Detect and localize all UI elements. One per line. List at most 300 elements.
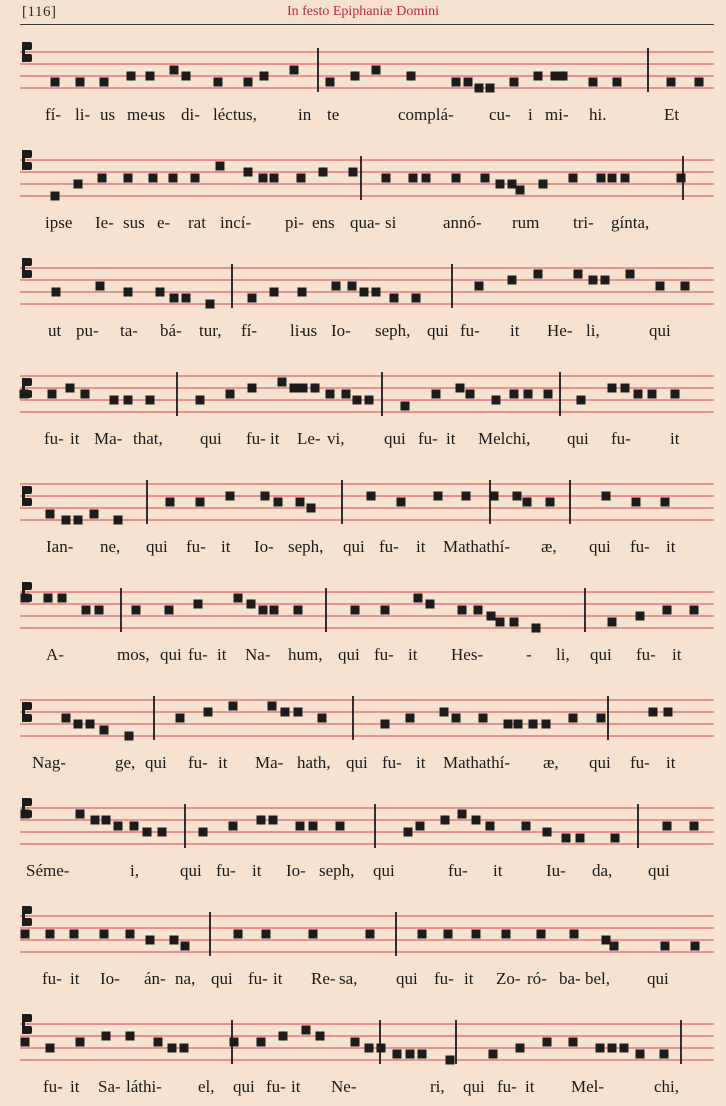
lyric-syllable: el,: [198, 1077, 215, 1096]
neume: [537, 930, 546, 939]
neume: [577, 396, 586, 405]
neume: [474, 606, 483, 615]
lyric-syllable: da,: [592, 861, 613, 880]
neume: [307, 504, 316, 513]
neume: [542, 720, 551, 729]
lyric-syllable: fu-: [374, 645, 394, 664]
neume: [621, 384, 630, 393]
neume: [502, 930, 511, 939]
neume: [636, 1050, 645, 1059]
neume: [86, 720, 95, 729]
neume: [229, 822, 238, 831]
lyrics-line: [0, 321, 726, 347]
lyric-syllable: qui: [160, 645, 182, 664]
lyric-syllable: me-: [127, 105, 154, 124]
lyric-syllable: Hes-: [451, 645, 484, 664]
neume: [349, 168, 358, 177]
lyric-syllable: Ne-: [331, 1077, 357, 1096]
neume: [21, 810, 30, 819]
lyric-syllable: qui: [589, 537, 611, 556]
neume: [382, 174, 391, 183]
neume: [360, 288, 369, 297]
neume: [434, 492, 443, 501]
neume: [602, 936, 611, 945]
neume: [279, 1032, 288, 1041]
neume: [257, 1038, 266, 1047]
lyric-syllable: fu-: [44, 429, 64, 448]
lyric-syllable: fu-: [186, 537, 206, 556]
neume: [51, 192, 60, 201]
lyric-syllable: sa,: [339, 969, 358, 988]
neume: [81, 390, 90, 399]
lyric-syllable: i: [528, 105, 533, 124]
neume: [110, 396, 119, 405]
neume: [611, 834, 620, 843]
lyric-syllable: fu-: [434, 969, 454, 988]
lyric-syllable: complá-: [398, 105, 454, 124]
lyric-syllable: qui: [146, 537, 168, 556]
lyric-syllable: mos,: [117, 645, 150, 664]
lyric-syllable: léctus,: [213, 105, 257, 124]
neume: [569, 1038, 578, 1047]
neume: [58, 594, 67, 603]
neume: [472, 816, 481, 825]
lyrics-line: [0, 969, 726, 995]
lyric-syllable: ta-: [120, 321, 138, 340]
lyric-syllable: fí-: [241, 321, 258, 340]
lyric-syllable: in: [298, 105, 312, 124]
page-number: [116]: [22, 4, 57, 20]
neume: [326, 78, 335, 87]
chant-system: [0, 354, 726, 458]
lyric-syllable: án-: [144, 969, 166, 988]
neume: [146, 72, 155, 81]
neume: [270, 174, 279, 183]
neume: [351, 1038, 360, 1047]
lyric-syllable: it: [493, 861, 503, 880]
neume: [90, 510, 99, 519]
lyric-syllable: chi,: [654, 1077, 680, 1096]
lyric-syllable: gínta,: [611, 213, 650, 232]
neume: [302, 1026, 311, 1035]
neume: [671, 390, 680, 399]
lyric-syllable: Nag-: [32, 753, 66, 772]
neume: [508, 180, 517, 189]
lyric-syllable: it: [525, 1077, 535, 1096]
neume: [44, 594, 53, 603]
neume: [522, 822, 531, 831]
lyric-syllable: si: [385, 213, 397, 232]
neume: [176, 714, 185, 723]
neume: [234, 594, 243, 603]
neume: [351, 72, 360, 81]
neume: [406, 1050, 415, 1059]
lyric-syllable: ri,: [430, 1077, 445, 1096]
lyric-syllable: láthi-: [126, 1077, 162, 1096]
lyric-syllable: Mel-: [571, 1077, 605, 1096]
lyric-syllable: tur,: [199, 321, 222, 340]
neume: [262, 930, 271, 939]
lyric-syllable: li,: [556, 645, 570, 664]
lyric-syllable: qui: [373, 861, 395, 880]
neume: [452, 714, 461, 723]
lyric-syllable: fu-: [216, 861, 236, 880]
neume: [102, 1032, 111, 1041]
neume: [551, 72, 560, 81]
lyric-syllable: it: [70, 969, 80, 988]
chant-system: [0, 678, 726, 782]
neume: [270, 288, 279, 297]
neume: [475, 282, 484, 291]
neume: [48, 390, 57, 399]
neume: [294, 708, 303, 717]
neume: [663, 822, 672, 831]
lyric-syllable: di-: [181, 105, 200, 124]
lyric-syllable: e-: [157, 213, 171, 232]
lyric-syllable: Séme-: [26, 861, 70, 880]
neume: [194, 600, 203, 609]
neume: [290, 384, 299, 393]
neume: [248, 384, 257, 393]
neume: [372, 288, 381, 297]
neume: [532, 624, 541, 633]
lyric-syllable: qui: [338, 645, 360, 664]
chant-staff: [0, 786, 726, 864]
neume: [46, 930, 55, 939]
neume: [100, 78, 109, 87]
lyric-syllable: it: [416, 537, 426, 556]
neume: [589, 276, 598, 285]
chant-staff: [0, 894, 726, 972]
neume: [661, 942, 670, 951]
lyric-syllable: qui: [343, 537, 365, 556]
neume: [342, 390, 351, 399]
lyric-syllable: fu-: [188, 753, 208, 772]
neume: [76, 78, 85, 87]
chant-system: [0, 1002, 726, 1106]
neume: [510, 618, 519, 627]
lyric-syllable: it: [672, 645, 682, 664]
neume: [656, 282, 665, 291]
neume: [114, 822, 123, 831]
lyric-syllable: Io-: [100, 969, 120, 988]
lyric-syllable: qua-: [350, 213, 381, 232]
chant-staff: [0, 462, 726, 540]
neume: [534, 72, 543, 81]
lyric-syllable: qui: [384, 429, 406, 448]
neume: [516, 186, 525, 195]
lyric-syllable: it: [666, 537, 676, 556]
lyric-syllable: fu-: [248, 969, 268, 988]
neume: [472, 930, 481, 939]
neume: [677, 174, 686, 183]
neume: [318, 714, 327, 723]
lyric-syllable: Io-: [331, 321, 351, 340]
lyric-syllable: Et: [664, 105, 680, 124]
lyric-syllable: it: [217, 645, 227, 664]
lyric-syllable: tri-: [573, 213, 594, 232]
lyric-syllable: Io-: [254, 537, 274, 556]
lyric-syllable: Mathathí-: [443, 537, 511, 556]
neume: [132, 606, 141, 615]
neume: [569, 714, 578, 723]
neume: [297, 174, 306, 183]
lyric-syllable: it: [221, 537, 231, 556]
neume: [649, 708, 658, 717]
neume: [496, 180, 505, 189]
neume: [91, 816, 100, 825]
neume: [204, 708, 213, 717]
neume: [608, 618, 617, 627]
lyric-syllable: Na-: [245, 645, 271, 664]
neume: [621, 174, 630, 183]
lyric-syllable: ne,: [100, 537, 121, 556]
neume: [309, 822, 318, 831]
neume: [76, 810, 85, 819]
neume: [126, 930, 135, 939]
neume: [452, 174, 461, 183]
neume: [416, 822, 425, 831]
lyric-syllable: li-: [290, 321, 306, 340]
neume: [230, 1038, 239, 1047]
lyric-syllable: it: [446, 429, 456, 448]
neume: [523, 498, 532, 507]
lyric-syllable: vi,: [327, 429, 345, 448]
lyric-syllable: li,: [586, 321, 600, 340]
neume: [508, 276, 517, 285]
lyric-syllable: seph,: [375, 321, 411, 340]
chant-system: [0, 30, 726, 134]
neume: [510, 390, 519, 399]
lyric-syllable: it: [273, 969, 283, 988]
lyric-syllable: Mathathí-: [443, 753, 511, 772]
neume: [401, 402, 410, 411]
neume: [290, 66, 299, 75]
neume: [504, 720, 513, 729]
chant-staff: [0, 678, 726, 756]
neume: [681, 282, 690, 291]
neume: [620, 1044, 629, 1053]
chant-staff: [0, 570, 726, 648]
neume: [543, 828, 552, 837]
lyric-syllable: it: [270, 429, 280, 448]
neume: [170, 66, 179, 75]
lyric-syllable: fu-: [418, 429, 438, 448]
lyric-syllable: fu-: [188, 645, 208, 664]
lyric-syllable: qui: [396, 969, 418, 988]
neume: [95, 606, 104, 615]
neume: [458, 606, 467, 615]
neume: [268, 702, 277, 711]
neume: [70, 930, 79, 939]
lyric-syllable: sus: [123, 213, 145, 232]
lyric-syllable: hath,: [297, 753, 331, 772]
neume: [636, 612, 645, 621]
lyric-syllable: qui: [200, 429, 222, 448]
neume: [298, 288, 307, 297]
neume: [270, 606, 279, 615]
chant-system: [0, 462, 726, 566]
lyric-syllable: it: [70, 429, 80, 448]
neume: [96, 282, 105, 291]
lyric-syllable: it: [218, 753, 228, 772]
neume: [372, 66, 381, 75]
neume: [377, 1044, 386, 1053]
neume: [534, 270, 543, 279]
neume: [432, 390, 441, 399]
neume: [390, 294, 399, 303]
lyric-syllable: qui: [649, 321, 671, 340]
neume: [124, 288, 133, 297]
neume: [166, 498, 175, 507]
lyric-syllable: Ma-: [255, 753, 284, 772]
neume: [596, 1044, 605, 1053]
neume: [406, 714, 415, 723]
lyric-syllable: -: [526, 645, 532, 664]
chant-system: [0, 246, 726, 350]
neume: [206, 300, 215, 309]
page-header: [0, 0, 726, 24]
neume: [664, 708, 673, 717]
neume: [196, 396, 205, 405]
neume: [562, 834, 571, 843]
neume: [514, 720, 523, 729]
neume: [165, 606, 174, 615]
neume: [381, 606, 390, 615]
neume: [100, 930, 109, 939]
neume: [608, 1044, 617, 1053]
lyric-syllable: ens: [312, 213, 335, 232]
neume: [311, 384, 320, 393]
neume: [393, 1050, 402, 1059]
neume: [214, 78, 223, 87]
lyric-syllable: incí-: [220, 213, 252, 232]
lyric-syllable: He-: [547, 321, 573, 340]
neume: [634, 390, 643, 399]
lyric-syllable: us: [302, 321, 318, 340]
neume: [366, 930, 375, 939]
lyric-syllable: fu-: [448, 861, 468, 880]
neume: [66, 384, 75, 393]
neume: [51, 78, 60, 87]
lyric-syllable: it: [291, 1077, 301, 1096]
neume: [626, 270, 635, 279]
neume: [146, 396, 155, 405]
neume: [62, 714, 71, 723]
lyric-syllable: fu-: [43, 1077, 63, 1096]
lyric-syllable: Le-: [297, 429, 321, 448]
lyrics-line: [0, 537, 726, 563]
neume: [570, 930, 579, 939]
lyric-syllable: na,: [175, 969, 196, 988]
neume: [456, 384, 465, 393]
neume: [146, 936, 155, 945]
lyric-syllable: qui: [180, 861, 202, 880]
neume: [441, 816, 450, 825]
lyric-syllable: qui: [567, 429, 589, 448]
lyric-syllable: Iu-: [546, 861, 566, 880]
neume: [486, 84, 495, 93]
lyric-syllable: Io-: [286, 861, 306, 880]
neume: [529, 720, 538, 729]
neume: [546, 498, 555, 507]
neume: [661, 498, 670, 507]
lyrics-line: [0, 645, 726, 671]
neume: [479, 714, 488, 723]
neume: [181, 942, 190, 951]
neume: [351, 606, 360, 615]
lyric-syllable: qui: [427, 321, 449, 340]
lyric-syllable: fu-: [497, 1077, 517, 1096]
lyric-syllable: pi-: [285, 213, 304, 232]
neume: [365, 1044, 374, 1053]
lyric-syllable: seph,: [288, 537, 324, 556]
neume: [409, 174, 418, 183]
lyric-syllable: pu-: [76, 321, 99, 340]
lyrics-line: [0, 213, 726, 239]
lyric-syllable: qui: [463, 1077, 485, 1096]
running-title: In festo Epiphaniæ Domini: [286, 4, 440, 19]
neume: [226, 390, 235, 399]
lyrics-line: [0, 1077, 726, 1103]
neume: [154, 1038, 163, 1047]
neume: [458, 810, 467, 819]
neume: [486, 822, 495, 831]
lyric-syllable: te: [327, 105, 340, 124]
neume: [294, 606, 303, 615]
neume: [299, 384, 308, 393]
neume: [21, 930, 30, 939]
neume: [576, 834, 585, 843]
neume: [247, 600, 256, 609]
lyric-syllable: fu-: [42, 969, 62, 988]
neume: [487, 612, 496, 621]
lyric-syllable: it: [670, 429, 680, 448]
lyric-syllable: us: [150, 105, 166, 124]
lyric-syllable: that,: [133, 429, 163, 448]
lyric-syllable: ró-: [527, 969, 547, 988]
lyric-syllable: it: [416, 753, 426, 772]
lyric-syllable: qui: [346, 753, 368, 772]
neume: [170, 936, 179, 945]
neume: [569, 174, 578, 183]
neume: [418, 930, 427, 939]
neume: [348, 282, 357, 291]
neume: [234, 930, 243, 939]
lyric-syllable: qui: [648, 861, 670, 880]
lyric-syllable: Re-: [311, 969, 336, 988]
neume: [180, 1044, 189, 1053]
neume: [102, 816, 111, 825]
lyric-syllable: qui: [590, 645, 612, 664]
neume: [248, 294, 257, 303]
neume: [543, 1038, 552, 1047]
neume: [319, 168, 328, 177]
neume: [244, 168, 253, 177]
neume: [481, 174, 490, 183]
lyric-syllable: ba-: [559, 969, 581, 988]
chant-staff: [0, 246, 726, 324]
neume: [690, 822, 699, 831]
neume: [62, 516, 71, 525]
lyric-syllable: A-: [46, 645, 64, 664]
neume: [114, 516, 123, 525]
neume: [412, 294, 421, 303]
lyrics-line: [0, 861, 726, 887]
neume: [381, 720, 390, 729]
lyric-syllable: fu-: [630, 753, 650, 772]
neume: [158, 828, 167, 837]
